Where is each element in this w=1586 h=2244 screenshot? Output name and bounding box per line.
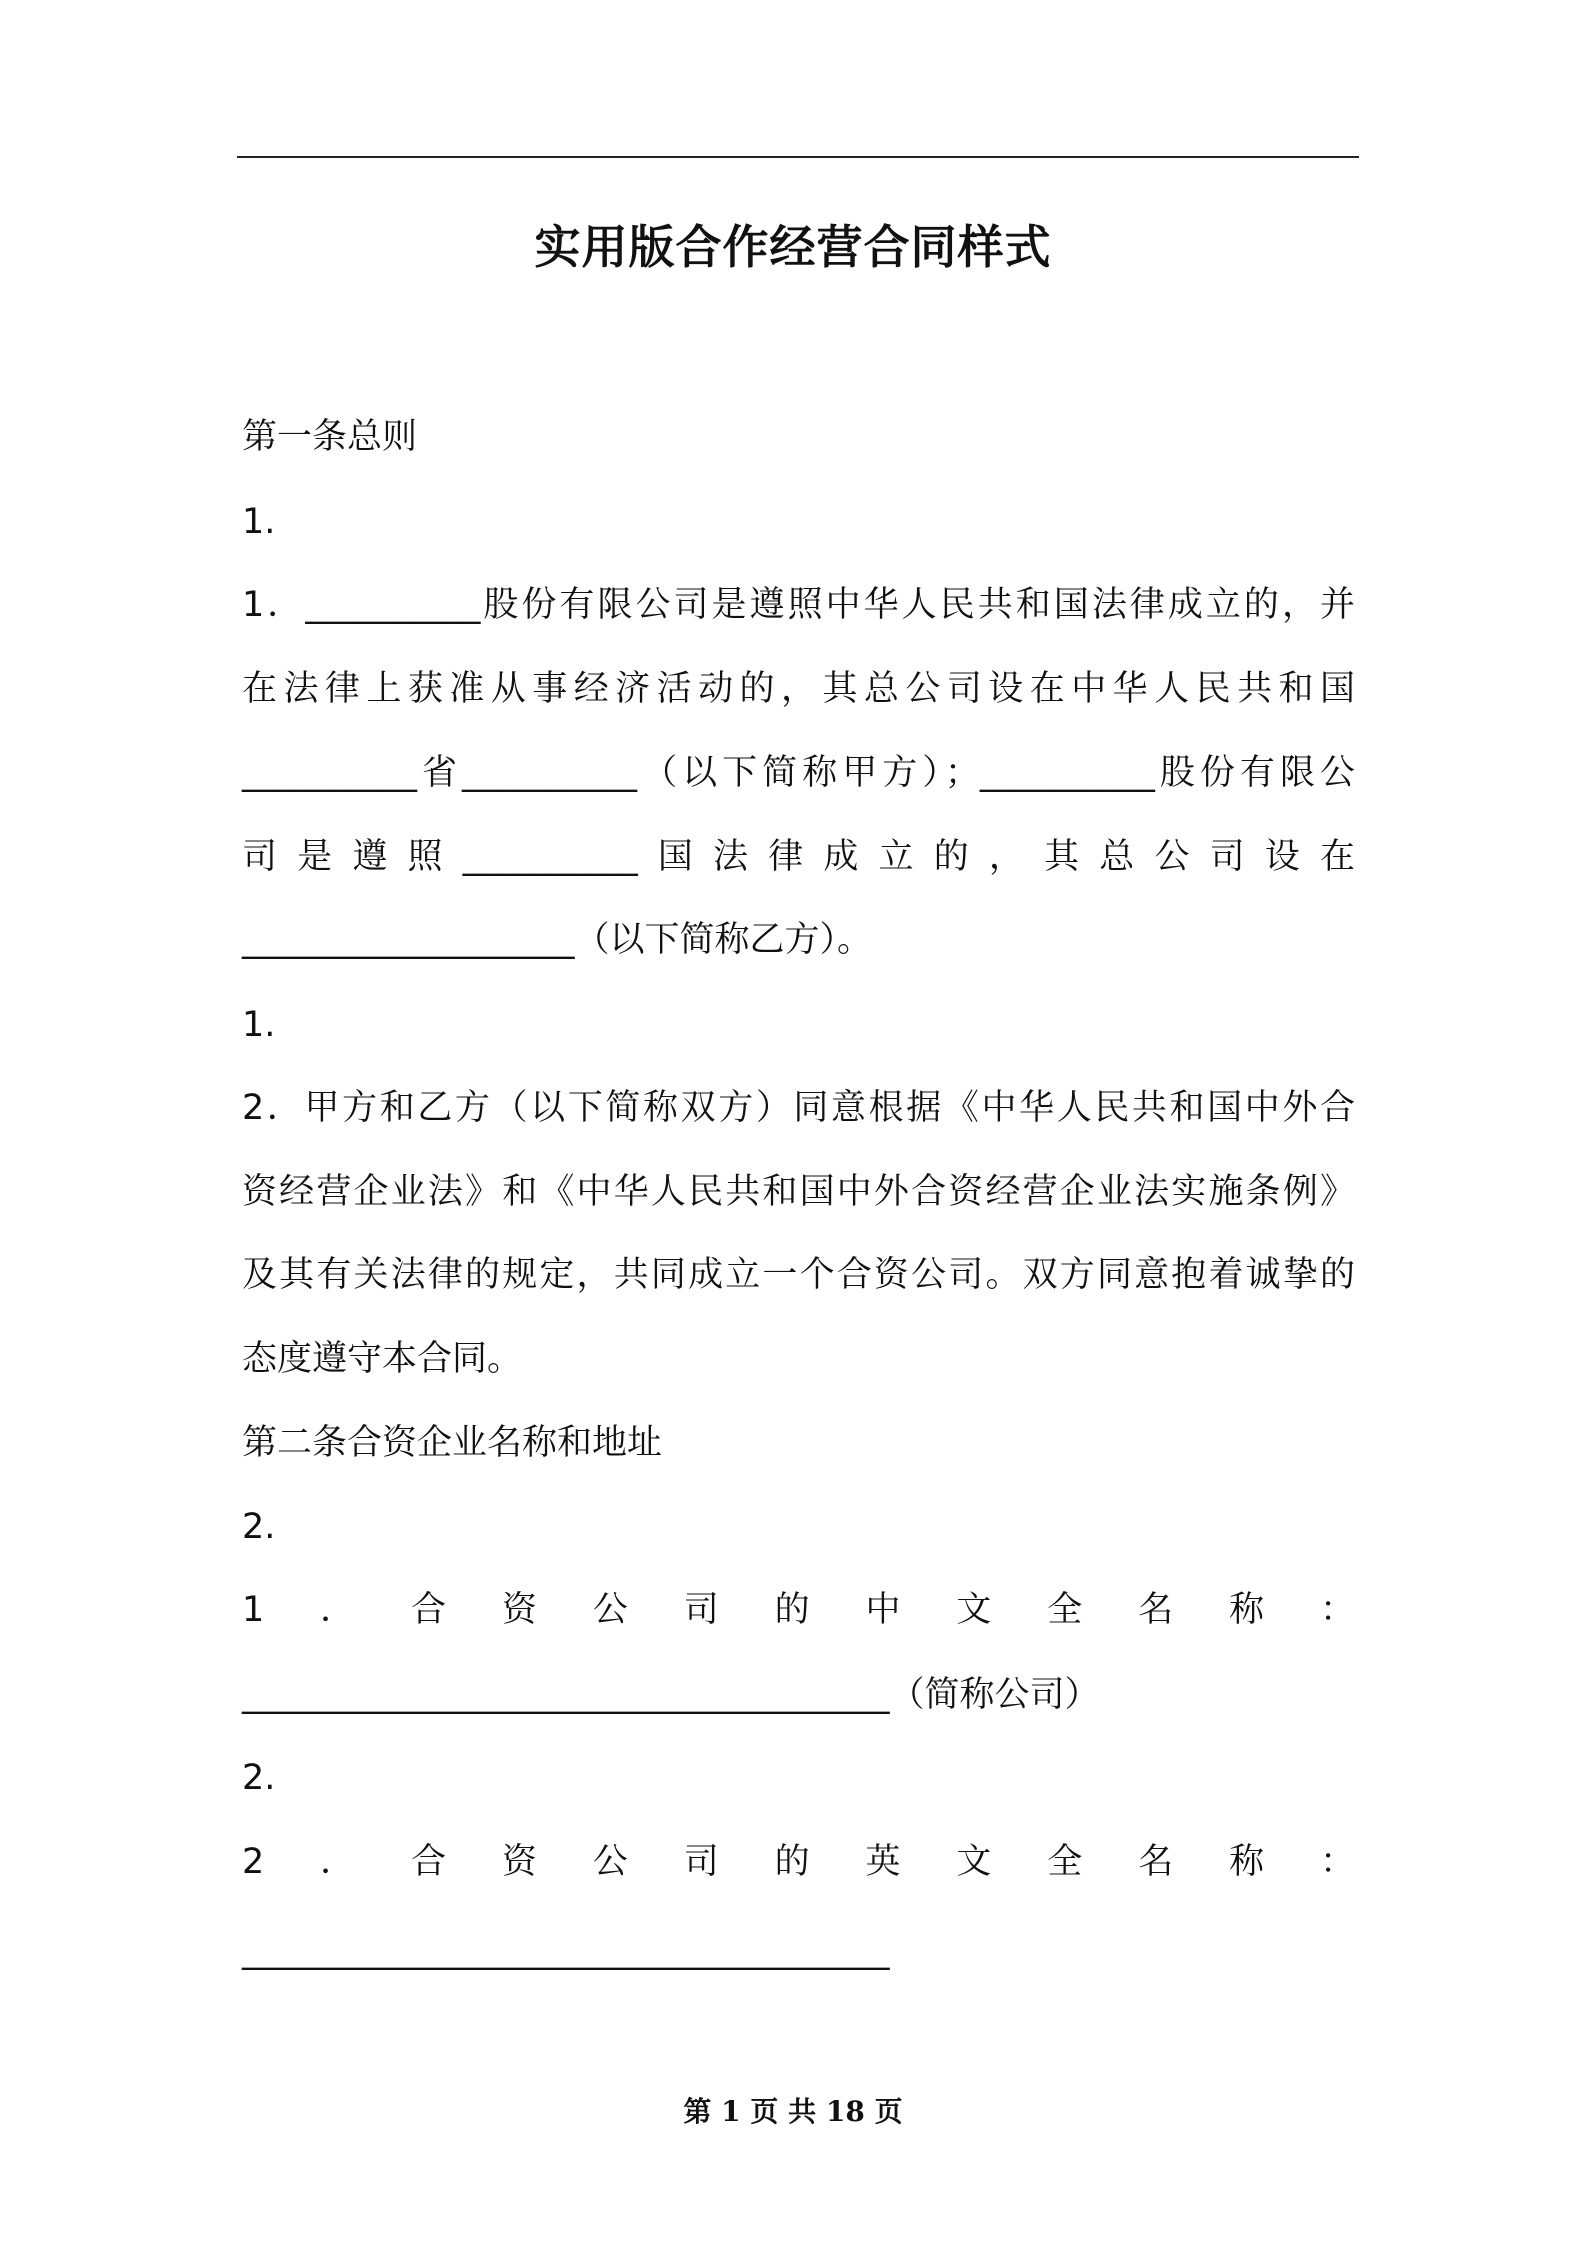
- section-heading-2: 第二条合资企业名称和地址: [242, 1423, 663, 1463]
- paragraph-line: 2．合资公司的英文全名称：: [242, 1842, 1355, 1882]
- paragraph-line: 2．甲方和乙方（以下简称双方）同意根据《中华人民共和国中外合: [242, 1088, 1355, 1128]
- header-rule: [237, 156, 1359, 158]
- paragraph-line: _____________________________________（简称公司）: [242, 1675, 1100, 1715]
- clause-number: 1.: [242, 502, 276, 542]
- page-number: 第 1 页 共 18 页: [683, 2095, 903, 2128]
- paragraph-line: _____________________________________: [242, 1931, 890, 1971]
- paragraph-line: 1．合资公司的中文全名称：: [242, 1590, 1355, 1630]
- paragraph-line: 司是遵照__________国法律成立的，其总公司设在: [242, 837, 1355, 877]
- paragraph-line: __________省__________（以下简称甲方）；__________股份有限公: [242, 753, 1355, 793]
- paragraph-line: 在法律上获准从事经济活动的，其总公司设在中华人民共和国: [242, 669, 1355, 709]
- clause-number: 1.: [242, 1005, 276, 1045]
- document-title: 实用版合作经营合同样式: [534, 220, 1052, 274]
- paragraph-line: 1．__________股份有限公司是遵照中华人民共和国法律成立的，并: [242, 585, 1355, 625]
- paragraph-line: 及其有关法律的规定，共同成立一个合资公司。双方同意抱着诚挚的: [242, 1255, 1355, 1295]
- paragraph-line: 态度遵守本合同。: [242, 1339, 523, 1379]
- paragraph-line: 资经营企业法》和《中华人民共和国中外合资经营企业法实施条例》: [242, 1172, 1355, 1212]
- clause-number: 2.: [242, 1507, 276, 1547]
- section-heading-1: 第一条总则: [242, 417, 418, 457]
- clause-number: 2.: [242, 1758, 276, 1798]
- paragraph-line: ___________________（以下简称乙方）。: [242, 920, 873, 960]
